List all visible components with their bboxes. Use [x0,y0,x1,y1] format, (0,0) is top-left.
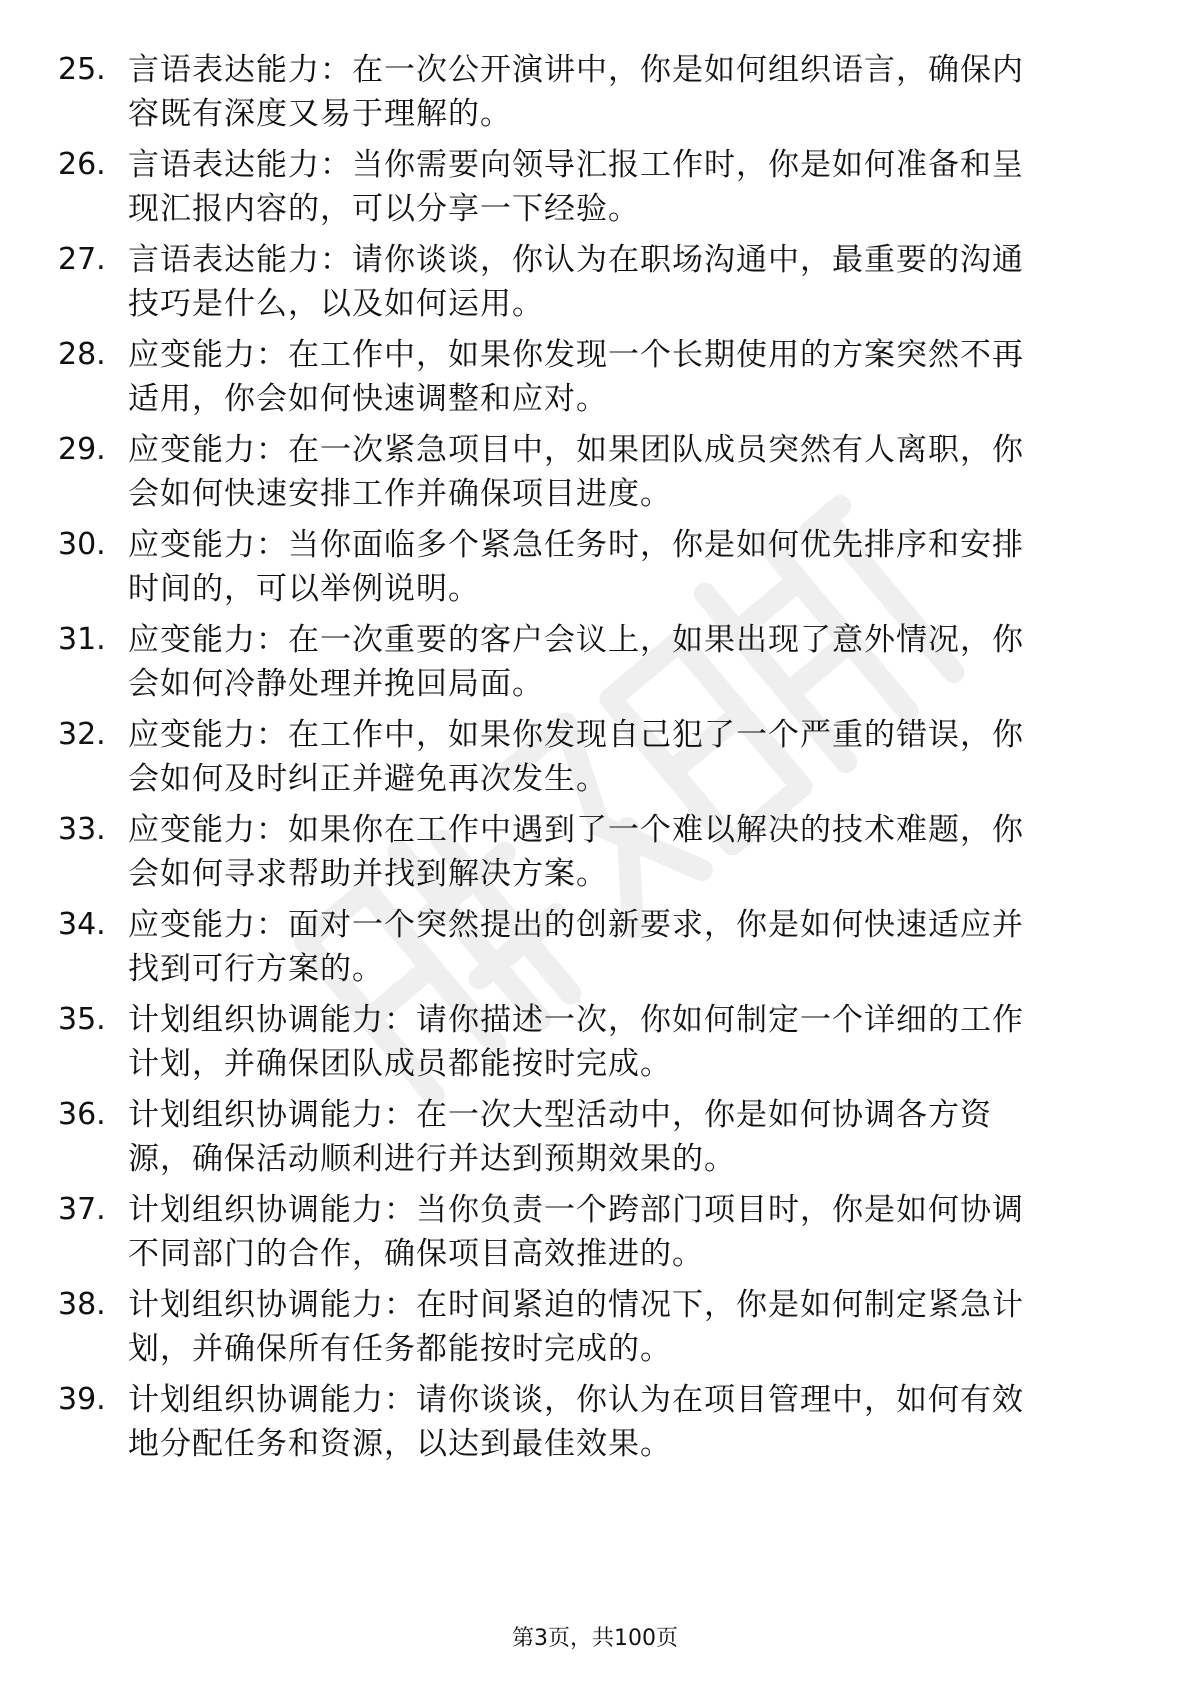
question-item [0,808,1190,908]
question-item [0,238,1190,338]
question-item [0,618,1190,718]
question-number: 31. [58,622,106,657]
question-line: 应变能力：在一次重要的客户会议上，如果出现了意外情况，你 [128,622,1024,658]
question-number: 33. [58,812,106,847]
question-number: 34. [58,907,106,942]
question-line: 技巧是什么，以及如何运用。 [128,286,544,322]
question-line: 划，并确保所有任务都能按时完成的。 [128,1331,672,1367]
question-number: 26. [58,147,106,182]
question-item [0,1283,1190,1383]
question-number: 28. [58,337,106,372]
question-line: 时间的，可以举例说明。 [128,571,480,607]
question-line: 找到可行方案的。 [128,951,384,987]
question-number: 27. [58,242,106,277]
question-text [128,143,1118,231]
question-line: 会如何快速安排工作并确保项目进度。 [128,476,672,512]
question-line: 适用，你会如何快速调整和应对。 [128,381,608,417]
question-number: 37. [58,1192,106,1227]
question-text [128,903,1118,991]
question-text [128,998,1118,1086]
question-text [128,48,1118,136]
question-item [0,48,1190,148]
question-line: 计划组织协调能力：在时间紧迫的情况下，你是如何制定紧急计 [128,1287,1024,1323]
question-number: 29. [58,432,106,467]
question-line: 计划组织协调能力：请你谈谈，你认为在项目管理中，如何有效 [128,1382,1024,1418]
question-text [128,713,1118,801]
question-number: 39. [58,1382,106,1417]
question-text [128,808,1118,896]
question-line: 应变能力：当你面临多个紧急任务时，你是如何优先排序和安排 [128,527,1024,563]
question-line: 言语表达能力：当你需要向领导汇报工作时，你是如何准备和呈 [128,147,1024,183]
question-item [0,1093,1190,1193]
question-item [0,1188,1190,1288]
question-number: 25. [58,52,106,87]
question-item [0,903,1190,1003]
question-line: 计划组织协调能力：当你负责一个跨部门项目时，你是如何协调 [128,1192,1024,1228]
question-text [128,618,1118,706]
question-line: 计划组织协调能力：请你描述一次，你如何制定一个详细的工作 [128,1002,1024,1038]
question-line: 不同部门的合作，确保项目高效推进的。 [128,1236,704,1272]
question-line: 应变能力：面对一个突然提出的创新要求，你是如何快速适应并 [128,907,1024,943]
question-line: 会如何寻求帮助并找到解决方案。 [128,856,608,892]
question-number: 30. [58,527,106,562]
question-number: 35. [58,1002,106,1037]
question-line: 容既有深度又易于理解的。 [128,96,512,132]
question-line: 现汇报内容的，可以分享一下经验。 [128,191,640,227]
question-line: 会如何及时纠正并避免再次发生。 [128,761,608,797]
question-line: 计划组织协调能力：在一次大型活动中，你是如何协调各方资 [128,1097,992,1133]
question-text [128,238,1118,326]
question-item [0,333,1190,433]
question-line: 会如何冷静处理并挽回局面。 [128,666,544,702]
question-text [128,428,1118,516]
question-line: 应变能力：在一次紧急项目中，如果团队成员突然有人离职，你 [128,432,1024,468]
page-number-footer: 第3页，共100页 [512,1626,678,1651]
question-text [128,523,1118,611]
question-number: 36. [58,1097,106,1132]
question-text [128,1188,1118,1276]
question-item [0,523,1190,623]
question-text [128,1378,1118,1466]
question-number: 32. [58,717,106,752]
question-item [0,428,1190,528]
question-line: 言语表达能力：请你谈谈，你认为在职场沟通中，最重要的沟通 [128,242,1024,278]
question-line: 地分配任务和资源，以达到最佳效果。 [128,1426,672,1462]
question-line: 言语表达能力：在一次公开演讲中，你是如何组织语言，确保内 [128,52,1024,88]
question-line: 计划，并确保团队成员都能按时完成。 [128,1046,672,1082]
question-text [128,1283,1118,1371]
question-item [0,143,1190,243]
question-text [128,1093,1118,1181]
question-item [0,1378,1190,1478]
question-line: 源，确保活动顺利进行并达到预期效果的。 [128,1141,736,1177]
question-text [128,333,1118,421]
question-item [0,998,1190,1098]
question-line: 应变能力：在工作中，如果你发现一个长期使用的方案突然不再 [128,337,1024,373]
question-line: 应变能力：如果你在工作中遇到了一个难以解决的技术难题，你 [128,812,1024,848]
question-line: 应变能力：在工作中，如果你发现自己犯了一个严重的错误，你 [128,717,1024,753]
question-number: 38. [58,1287,106,1322]
question-item [0,713,1190,813]
